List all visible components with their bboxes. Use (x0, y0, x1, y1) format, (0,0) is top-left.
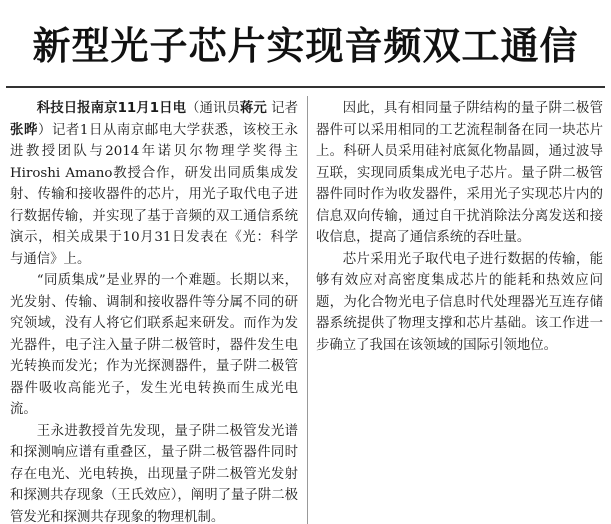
credit-close: ） (37, 122, 52, 138)
headline: 新型光子芯片实现音频双工通信 (32, 24, 579, 68)
lead-paragraph (10, 98, 298, 270)
paragraph-3: 王永进教授首先发现，量子阱二极管发光谱和探测响应谱有重叠区，量子阱二极管器件同时存在电光、光电转换，出现量子阱二极管光发射和探测共存现象（王氏效应），阐明了量子阱二极管发光和探测共存现象的物理机制。 (10, 423, 298, 524)
column-divider (307, 96, 308, 524)
correspondent-name: 蒋元 (239, 101, 267, 116)
dateline: 科技日报南京11月1日电 (36, 101, 187, 116)
credit-open: （通讯员 (186, 101, 240, 116)
paragraph-5: 芯片采用光子取代电子进行数据的传输，能够有效应对高密度集成芯片的能耗和热效应问题，为化合物光电子信息时代处理器光互连存储器系统提供了物理支撑和芯片基础。该工作进一步确立了我国在该领域的国际引领地位。 (316, 251, 603, 353)
left-column (10, 98, 298, 524)
paragraph-4: 因此，具有相同量子阱结构的量子阱二极管器件可以采用相同的工艺流程制备在同一块芯片上。科研人员采用硅衬底氮化物晶圆，通过波导互联，实现同质集成光电子芯片。量子阱二极管器件同时作为收发器件，采用光子实现芯片内的信息双向传输，通过自干扰消除法分离发送和接收信息，提高了通信系统的吞吐量。 (316, 101, 603, 245)
right-column (316, 98, 603, 524)
headline-rule (6, 86, 605, 88)
reporter-name: 张晔 (10, 122, 38, 138)
lead-body: 记者1日从南京邮电大学获悉，该校王永进教授团队与2014年诺贝尔物理学奖得主 Hiroshi Amano教授合作，研发出同质集成发射、传输和接收器件的芯片，用光子取代电子进行数据传输，并实现了基于音频的双工通信系统演示，相关成果于10月31日发表在《光：科学与通信》上。 (10, 122, 298, 267)
reporter-label: 记者 (266, 101, 298, 116)
paragraph-2: “同质集成”是业界的一个难题。长期以来，光发射、传输、调制和接收器件等分属不同的研究领域，没有人将它们联系起来研发。而作为发光器件，电子注入量子阱二极管时，器件发生电光转换而发光；作为光探测器件，量子阱二极管器件吸收高能光子，发生光电转换而生成光电流。 (10, 273, 298, 417)
